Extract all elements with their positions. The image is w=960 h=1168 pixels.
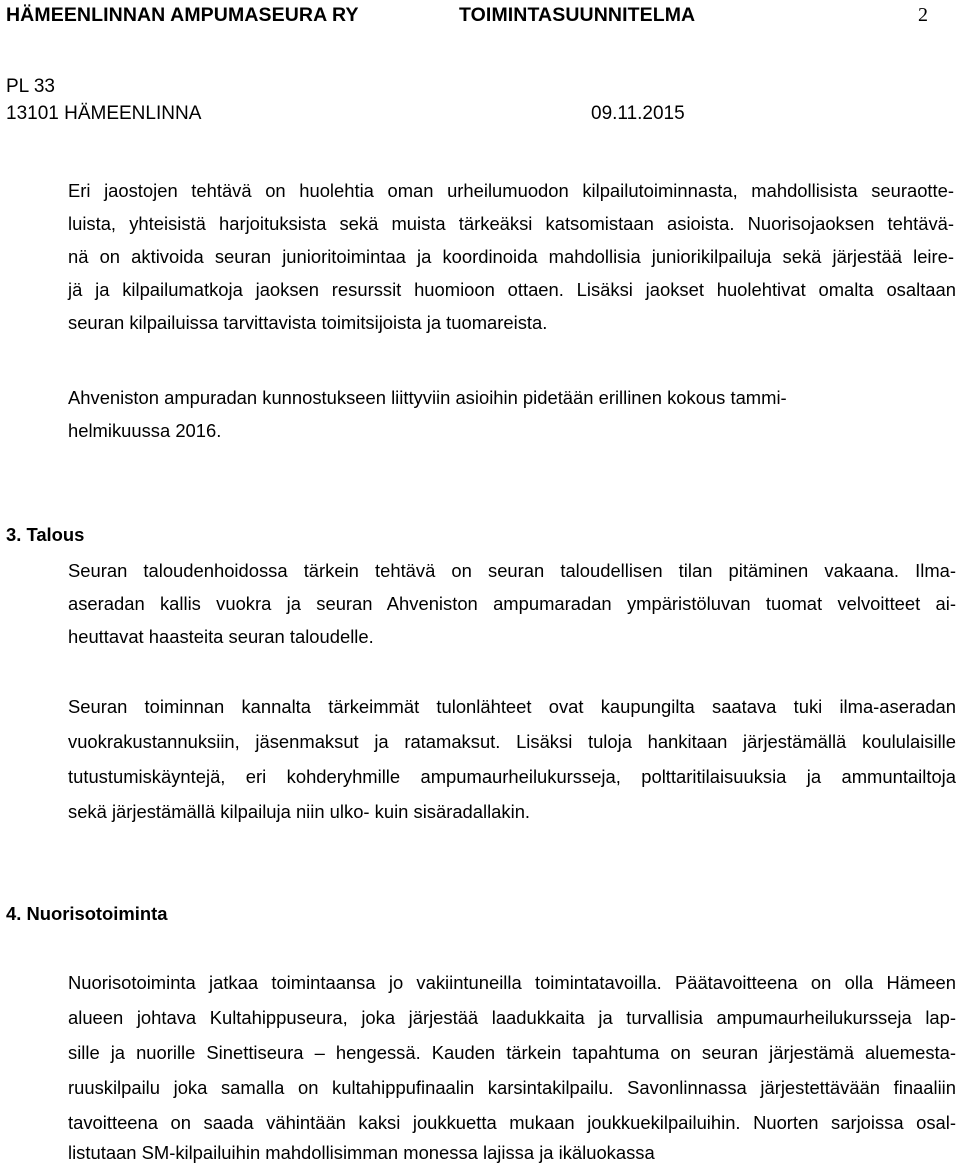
text-line: jä ja kilpailumatkoja jaoksen resurssit huomioon ottaen. Lisäksi jaokset huolehtivat omalta osaltaan — [68, 279, 956, 300]
text-line: alueen johtava Kultahippuseura, joka järjestää laadukkaita ja turvallisia ampumaurheilukursseja lap- — [68, 1007, 956, 1028]
text-line: Nuorisotoiminta jatkaa toimintaansa jo vakiintuneilla toimintatavoilla. Päätavoitteena on olla Hämeen — [68, 972, 956, 993]
text-line: tutustumiskäyntejä, eri kohderyhmille ampumaurheilukursseja, polttaritilaisuuksia ja ammuntailtoja — [68, 766, 956, 787]
organization-name: HÄMEENLINNAN AMPUMASEURA RY — [6, 4, 359, 26]
text-line: listutaan SM-kilpailuihin mahdollisimman monessa lajissa ja ikäluokassa — [68, 1142, 655, 1163]
section-heading-nuorisotoiminta: 4. Nuorisotoiminta — [6, 903, 168, 924]
text-line: helmikuussa 2016. — [68, 420, 222, 441]
document-date: 09.11.2015 — [591, 103, 685, 124]
text-line: Eri jaostojen tehtävä on huolehtia oman urheilumuodon kilpailutoiminnasta, mahdollisista seuraotte- — [68, 180, 954, 201]
page-number: 2 — [918, 4, 928, 26]
text-line: seuran kilpailuissa tarvittavista toimitsijoista ja tuomareista. — [68, 312, 548, 333]
text-line: sekä järjestämällä kilpailuja niin ulko- kuin sisäradallakin. — [68, 801, 531, 822]
text-line: aseradan kallis vuokra ja seuran Ahveniston ampumaradan ympäristöluvan tuomat velvoitteet ai- — [68, 593, 956, 614]
text-line: vuokrakustannuksiin, jäsenmaksut ja ratamaksut. Lisäksi tuloja hankitaan järjestämällä koululaisille — [68, 731, 956, 752]
section-heading-talous: 3. Talous — [6, 524, 85, 545]
po-box: PL 33 — [6, 76, 55, 97]
text-line: Ahveniston ampuradan kunnostukseen liittyviin asioihin pidetään erillinen kokous tammi- — [68, 387, 787, 408]
text-line: heuttavat haasteita seuran taloudelle. — [68, 626, 374, 647]
text-line: Seuran toiminnan kannalta tärkeimmät tulonlähteet ovat kaupungilta saatava tuki ilma-aseradan — [68, 696, 956, 717]
text-line: nä on aktivoida seuran junioritoimintaa ja koordinoida mahdollisia juniorikilpailuja sekä järjestää leire- — [68, 246, 954, 267]
text-line: tavoitteena on saada vähintään kaksi joukkuetta mukaan joukkuekilpailuihin. Nuorten sarjoissa osal- — [68, 1112, 956, 1133]
text-line: sille ja nuorille Sinettiseura – hengessä. Kauden tärkein tapahtuma on seuran järjestämä aluemesta- — [68, 1042, 956, 1063]
text-line: luista, yhteisistä harjoituksista sekä muista tärkeäksi katsomistaan asioista. Nuorisojaoksen tehtävä- — [68, 213, 954, 234]
postal-address: 13101 HÄMEENLINNA — [6, 103, 202, 124]
document-title: TOIMINTASUUNNITELMA — [459, 4, 696, 26]
text-line: Seuran taloudenhoidossa tärkein tehtävä on seuran taloudellisen tilan pitäminen vakaana. Ilma- — [68, 560, 956, 581]
text-line: ruuskilpailu joka samalla on kultahippufinaalin karsintakilpailu. Savonlinnassa järjestettävään finaaliin — [68, 1077, 956, 1098]
